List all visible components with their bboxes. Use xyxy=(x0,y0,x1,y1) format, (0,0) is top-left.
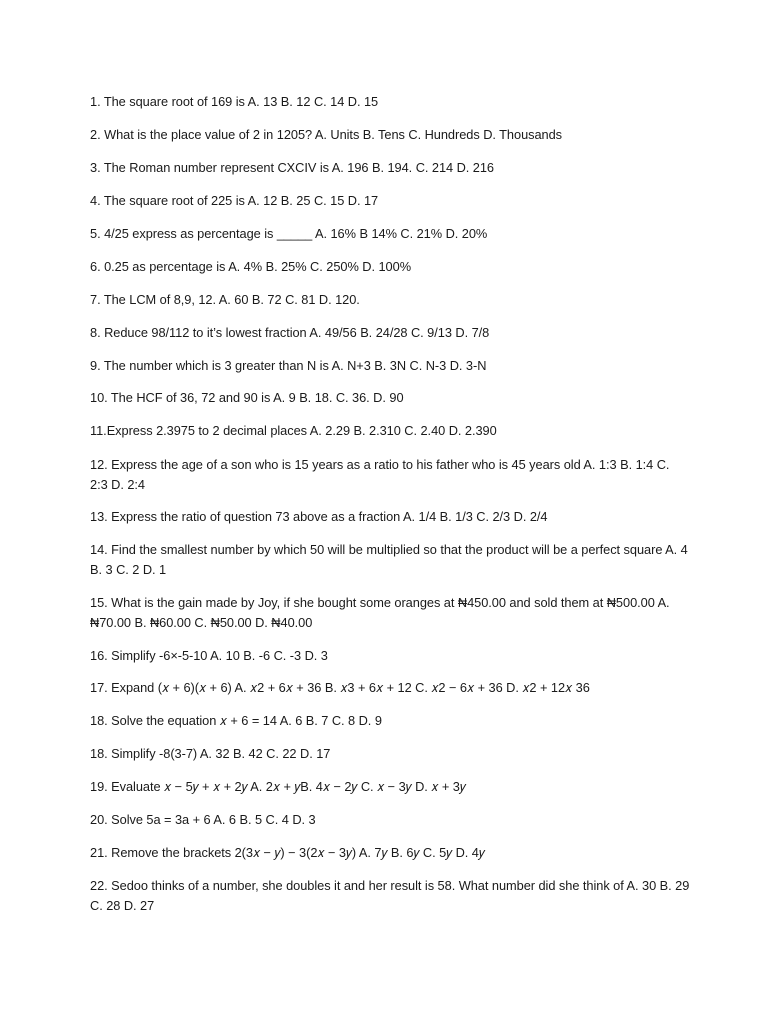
question-6: 6. 0.25 as percentage is A. 4% B. 25% C. 250% D. 100% xyxy=(90,259,412,274)
question-8: 8. Reduce 98/112 to it’s lowest fraction A. 49/56 B. 24/28 C. 9/13 D. 7/8 xyxy=(90,325,490,340)
question-20: 20. Solve 5a = 3a + 6 A. 6 B. 5 C. 4 D. 3 xyxy=(90,812,316,827)
question-9: 9. The number which is 3 greater than N is A. N+3 B. 3N C. N-3 D. 3-N xyxy=(90,358,487,373)
question-15: 15. What is the gain made by Joy, if she bought some oranges at ₦450.00 and sold them at ₦500.00 A. ₦70.00 B. ₦60.00 C. ₦50.00 D. ₦40.00 xyxy=(90,595,670,630)
question-19: 19. Evaluate 𝑥 − 5𝑦 + 𝑥 + 2𝑦 A. 2𝑥 + 𝑦B. 4𝑥 − 2𝑦 C. 𝑥 − 3𝑦 D. 𝑥 + 3𝑦 xyxy=(90,779,466,794)
question-22: 22. Sedoo thinks of a number, she doubles it and her result is 58. What number did she think of A. 30 B. 29 C. 28 D. 27 xyxy=(90,878,690,913)
question-13: 13. Express the ratio of question 73 above as a fraction A. 1/4 B. 1/3 C. 2/3 D. 2/4 xyxy=(90,509,548,524)
question-12: 12. Express the age of a son who is 15 years as a ratio to his father who is 45 years old A. 1:3 B. 1:4 C. 2:3 D. 2:4 xyxy=(90,457,670,492)
question-16: 16. Simplify -6×-5-10 A. 10 B. -6 C. -3 D. 3 xyxy=(90,648,328,663)
question-18b: 18. Simplify -8(3-7) A. 32 B. 42 C. 22 D. 17 xyxy=(90,746,331,761)
question-10: 10. The HCF of 36, 72 and 90 is A. 9 B. 18. C. 36. D. 90 xyxy=(90,390,404,405)
question-1: 1. The square root of 169 is A. 13 B. 12 C. 14 D. 15 xyxy=(90,94,379,109)
question-11: 11.Express 2.3975 to 2 decimal places A. 2.29 B. 2.310 C. 2.40 D. 2.390 xyxy=(90,423,497,438)
question-4: 4. The square root of 225 is A. 12 B. 25 C. 15 D. 17 xyxy=(90,193,379,208)
question-21: 21. Remove the brackets 2(3𝑥 − 𝑦) − 3(2𝑥 − 3𝑦) A. 7𝑦 B. 6𝑦 C. 5𝑦 D. 4𝑦 xyxy=(90,845,485,860)
question-5: 5. 4/25 express as percentage is _____ A. 16% B 14% C. 21% D. 20% xyxy=(90,226,488,241)
question-18: 18. Solve the equation 𝑥 + 6 = 14 A. 6 B. 7 C. 8 D. 9 xyxy=(90,713,382,728)
question-2: 2. What is the place value of 2 in 1205? A. Units B. Tens C. Hundreds D. Thousands xyxy=(90,127,563,142)
question-17: 17. Expand (𝑥 + 6)(𝑥 + 6) A. 𝑥2 + 6𝑥 + 36 B. 𝑥3 + 6𝑥 + 12 C. 𝑥2 − 6𝑥 + 36 D. 𝑥2 + 12𝑥 36 xyxy=(90,680,590,695)
question-3: 3. The Roman number represent CXCIV is A. 196 B. 194. C. 214 D. 216 xyxy=(90,160,495,175)
question-7: 7. The LCM of 8,9, 12. A. 60 B. 72 C. 81 D. 120. xyxy=(90,292,360,307)
question-14: 14. Find the smallest number by which 50 will be multiplied so that the product will be a perfect square A. 4 B. 3 C. 2 D. 1 xyxy=(90,542,688,577)
